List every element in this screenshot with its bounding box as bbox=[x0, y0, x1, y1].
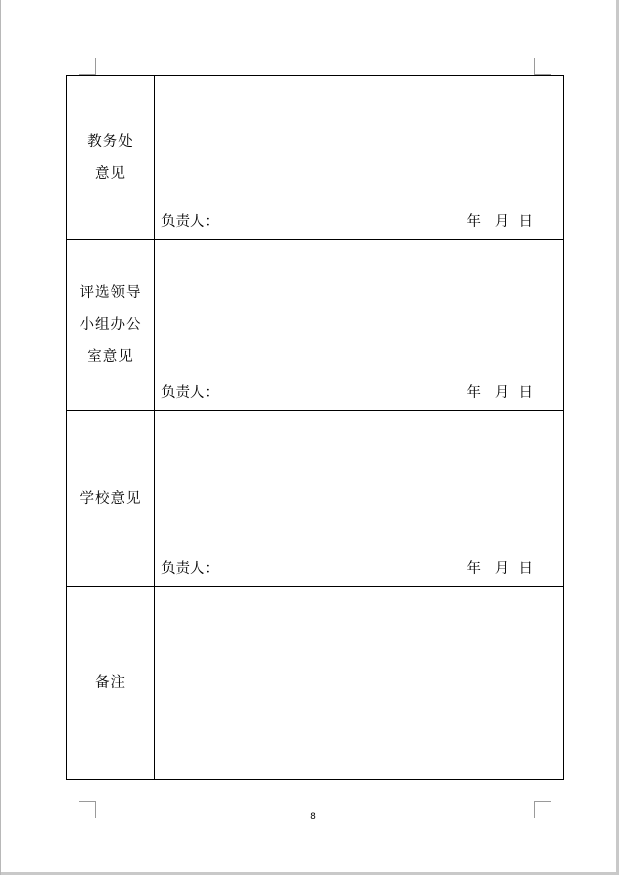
row-label-school bbox=[67, 411, 155, 587]
date-label: 年 月 日 bbox=[466, 214, 533, 230]
label-line: 学校意见 bbox=[79, 490, 142, 507]
label-line: 意见 bbox=[95, 165, 126, 182]
table-row bbox=[67, 411, 564, 587]
label-line: 小组办公 bbox=[79, 317, 142, 333]
signer-label: 负责人： bbox=[161, 561, 219, 577]
crop-mark-top-left bbox=[79, 58, 96, 75]
table-row bbox=[67, 587, 564, 780]
signer-label: 负责人： bbox=[161, 385, 219, 401]
date-label: 年 月 日 bbox=[466, 561, 533, 577]
opinion-cell[interactable] bbox=[155, 411, 564, 587]
page-edge bbox=[0, 0, 1, 875]
label-line: 室意见 bbox=[87, 349, 134, 365]
remarks-cell[interactable] bbox=[155, 587, 564, 780]
label-line: 教务处 bbox=[87, 133, 134, 150]
opinion-cell[interactable] bbox=[155, 240, 564, 411]
opinion-form-table bbox=[66, 75, 564, 780]
opinion-cell[interactable] bbox=[155, 76, 564, 240]
table-row bbox=[67, 240, 564, 411]
label-line: 备注 bbox=[95, 675, 126, 691]
row-label-remarks bbox=[67, 587, 155, 780]
crop-mark-bottom-left bbox=[79, 801, 96, 818]
signer-label: 负责人： bbox=[161, 214, 219, 230]
crop-mark-bottom-right bbox=[534, 801, 551, 818]
row-label-academic-affairs bbox=[67, 76, 155, 240]
page-number: 8 bbox=[310, 812, 316, 822]
row-label-selection-office bbox=[67, 240, 155, 411]
date-label: 年 月 日 bbox=[466, 385, 533, 401]
table-row bbox=[67, 76, 564, 240]
label-line: 评选领导 bbox=[79, 285, 142, 301]
crop-mark-top-right bbox=[534, 58, 551, 75]
